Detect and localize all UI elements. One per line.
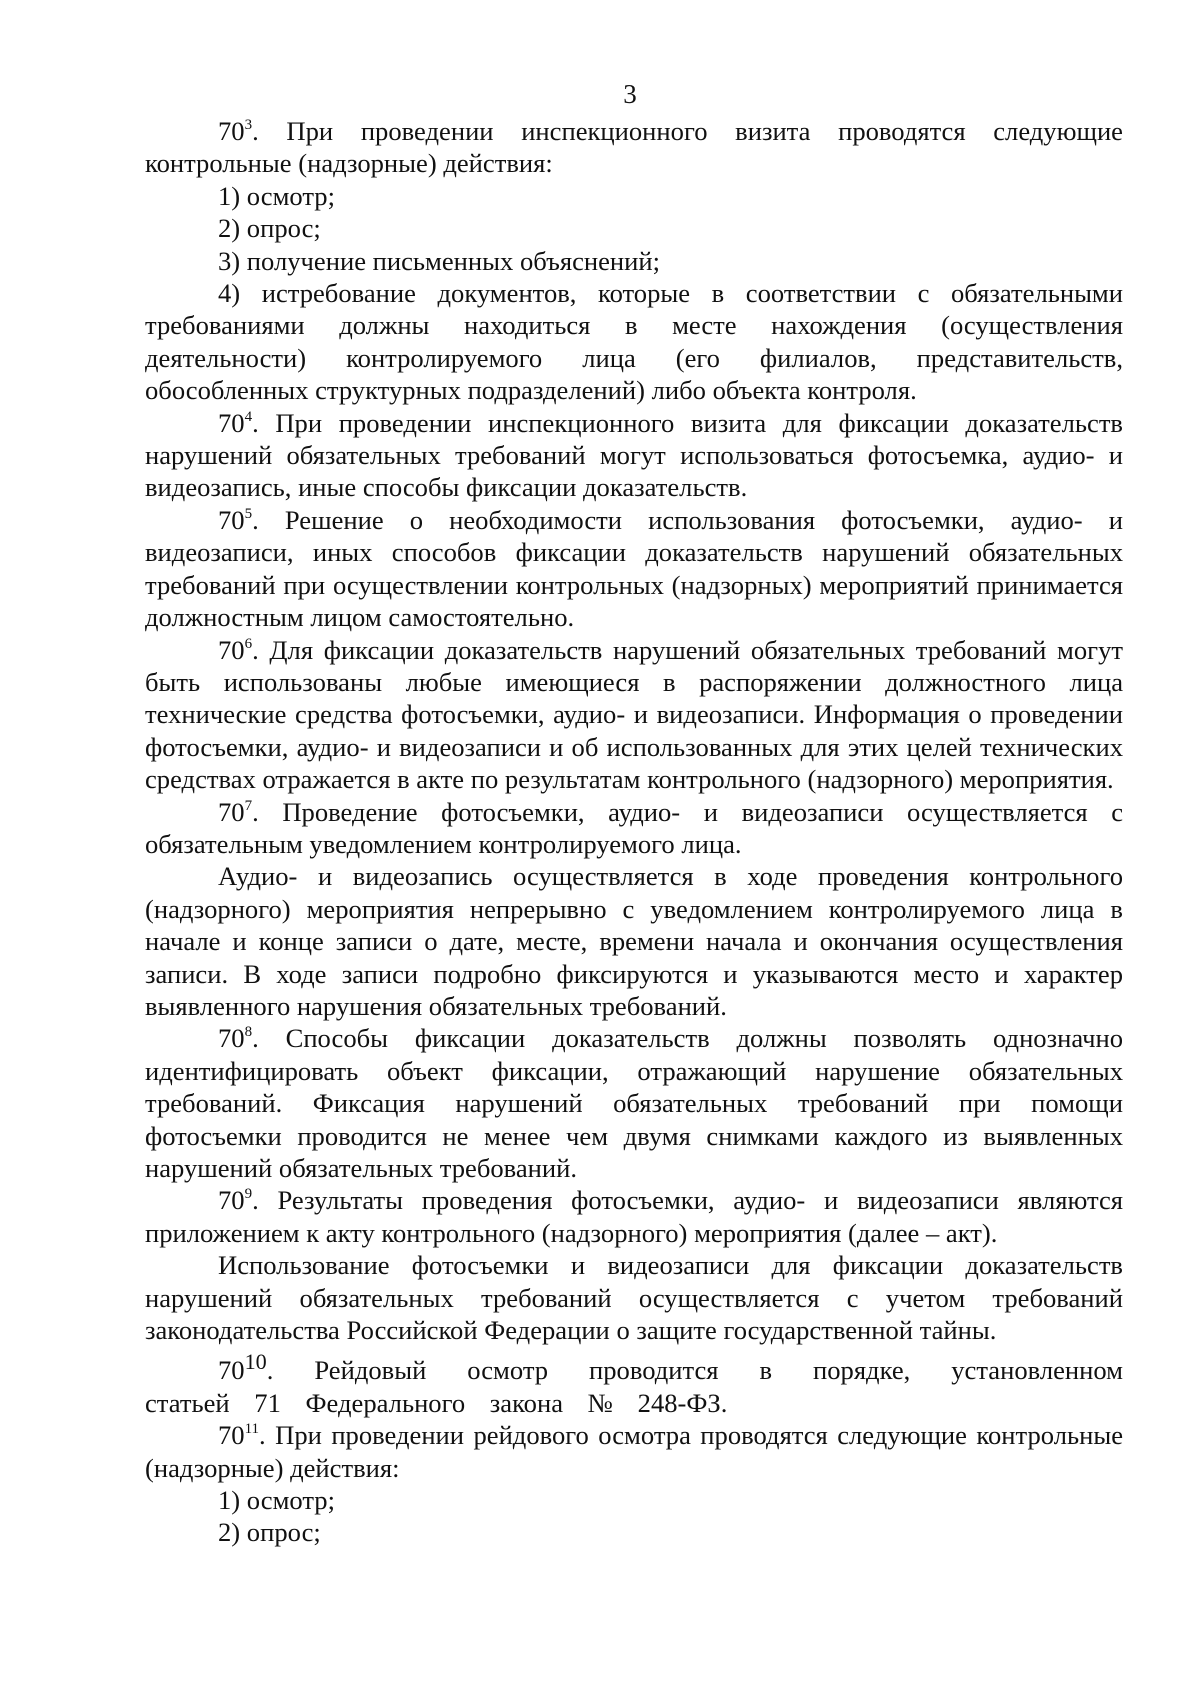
clause-number: $70^8$ [218, 1023, 253, 1054]
document-body [145, 115, 1123, 1549]
paragraph-state-secret: Использование фотосъемки и видеозаписи для фиксации доказательств нарушений обязательных требований осуществляется с учетом требований законодательства Российской Федерации о защите государственной тайны. [145, 1250, 1123, 1346]
list-item: 1) осмотр; [218, 1484, 335, 1515]
page-number: 3 [623, 79, 637, 109]
list-item: 1) осмотр; [218, 180, 335, 211]
clause-number: $70^{11}$ [218, 1420, 260, 1451]
list-item: 3) получение письменных объяснений; [218, 245, 661, 276]
clause-number: $70^{10}$ [218, 1349, 267, 1386]
paragraph-70-6: $70^6$. Для фиксации доказательств нарушений обязательных требований могут быть использованы любые имеющиеся в распоряжении должностного лица технические средства фотосъемки, аудио- и видеозаписи. Информация о проведении фотосъемки, аудио- и видеозаписи и об использованных для этих целей технических средствах отражается в акте по результатам контрольного (надзорного) мероприятия. [145, 634, 1123, 795]
clause-number: $70^7$ [218, 796, 253, 827]
clause-number: $70^3$ [218, 116, 253, 146]
paragraph-70-9: $70^9$. Результаты проведения фотосъемки, аудио- и видеозаписи являются приложением к акту контрольного (надзорного) мероприятия (далее – акт). [145, 1185, 1123, 1248]
clause-number: $70^6$ [218, 634, 253, 665]
paragraph-recording: Аудио- и видеозапись осуществляется в ходе проведения контрольного (надзорного) мероприятия непрерывно с уведомлением контролируемого лица в начале и конце записи о дате, месте, времени начала и окончания осуществления записи. В ходе записи подробно фиксируются и указываются место и характер выявленного нарушения обязательных требований. [145, 861, 1123, 1021]
clause-number: $70^9$ [218, 1185, 253, 1216]
paragraph-70-8: $70^8$. Способы фиксации доказательств должны позволять однозначно идентифицировать объект фиксации, отражающий нарушение обязательных требований. Фиксация нарушений обязательных требований при помощи фотосъемки проводится не менее чем двумя снимками каждого из выявленных нарушений обязательных требований. [145, 1023, 1123, 1183]
clause-number: $70^5$ [218, 504, 253, 535]
clause-number: $70^4$ [218, 407, 253, 438]
paragraph-70-5: $70^5$. Решение о необходимости использования фотосъемки, аудио- и видеозаписи, иных способов фиксации доказательств нарушений обязательных требований при осуществлении контрольных (надзорных) мероприятий принимается должностным лицом самостоятельно. [145, 504, 1123, 633]
list-item: 2) опрос; [218, 1517, 321, 1548]
paragraph-70-7: $70^7$. Проведение фотосъемки, аудио- и видеозаписи осуществляется с обязательным уведомлением контролируемого лица. [145, 796, 1123, 859]
list-item: 4) истребование документов, которые в соответствии с обязательными требованиями должны находиться в месте нахождения (осуществления деятельности) контролируемого лица (его филиалов, представительств, обособленных структурных подразделений) либо объекта контроля. [145, 278, 1123, 406]
paragraph-70-3: $70^3$. При проведении инспекционного визита проводятся следующие контрольные (надзорные) действия: [145, 116, 1123, 179]
paragraph-70-10: $70^{10}$. Рейдовый осмотр проводится в порядке, установленном статьей 71 Федерального закона № 248-ФЗ. [145, 1349, 1123, 1418]
list-item: 2) опрос; [218, 213, 321, 244]
paragraph-70-11: $70^{11}$. При проведении рейдового осмотра проводятся следующие контрольные (надзорные) действия: [145, 1420, 1123, 1483]
paragraph-70-4: $70^4$. При проведении инспекционного визита для фиксации доказательств нарушений обязательных требований могут использоваться фотосъемка, аудио- и видеозапись, иные способы фиксации доказательств. [145, 407, 1123, 503]
